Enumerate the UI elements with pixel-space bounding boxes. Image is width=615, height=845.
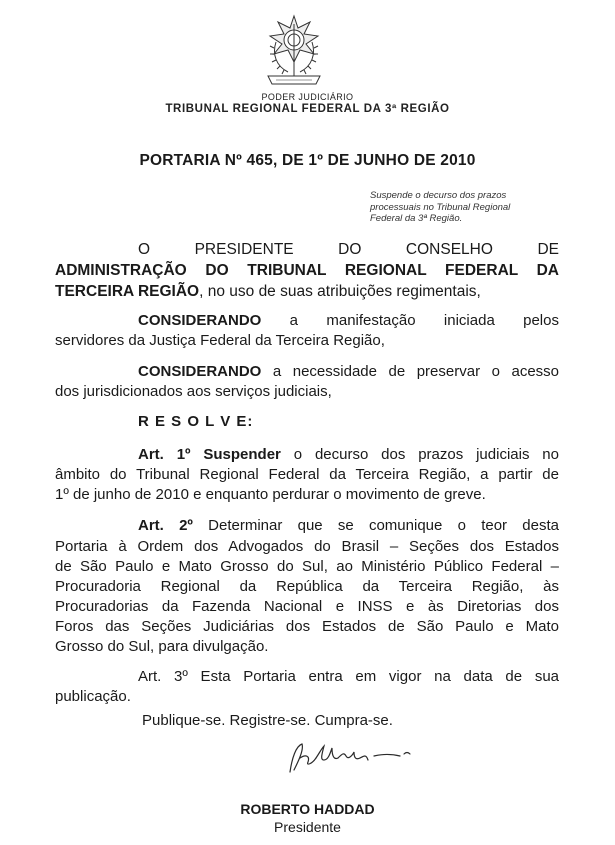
art1-line-1	[138, 445, 559, 465]
signatory-role: Presidente	[274, 819, 341, 835]
opening-word: DO	[338, 241, 362, 258]
opening-line-2: ADMINISTRAÇÃO DO TRIBUNAL REGIONAL FEDERAL DA	[55, 262, 559, 279]
art1-line-3: 1º de junho de 2010 e enquanto perdurar o movimento de greve.	[55, 486, 486, 503]
resolve-heading: R E S O L V E:	[138, 413, 254, 430]
art2-line: Foros das Seções Judiciárias dos Estados de São Paulo e Mato	[55, 618, 559, 635]
art2-last-line: Grosso do Sul, para divulgação.	[55, 638, 269, 655]
considerando-2-line-1	[138, 362, 559, 382]
considerando-text: a manifestação iniciada pelos	[261, 312, 559, 329]
ementa-line: processuais no Tribunal Regional	[370, 201, 511, 213]
considerando-keyword: CONSIDERANDO	[138, 312, 262, 329]
signatory-name: ROBERTO HADDAD	[240, 801, 375, 817]
considerando-1-line-2: servidores da Justiça Federal da Terceira Região,	[55, 332, 385, 349]
ementa	[370, 190, 560, 225]
opening-word: O	[138, 241, 151, 258]
opening-word: CONSELHO	[405, 241, 493, 258]
org-line-1: PODER JUDICIÁRIO	[261, 92, 354, 102]
art2-line: Procuradoria Regional da República da Terceira Região, às	[55, 578, 559, 595]
art2-line: Portaria à Ordem dos Advogados do Brasil – Seções dos Estados	[55, 538, 559, 555]
art1-text: o decurso dos prazos judiciais no	[280, 446, 559, 463]
art2-line-1	[138, 516, 559, 536]
opening-word: PRESIDENTE	[194, 241, 294, 258]
art1-label: Art. 1º Suspender	[138, 446, 281, 463]
coat-of-arms-icon	[262, 14, 326, 90]
ementa-line: Federal da 3ª Região.	[370, 213, 463, 224]
art3-line-2: publicação.	[55, 688, 131, 705]
art2-line: de São Paulo e Mato Grosso do Sul, ao Ministério Público Federal –	[55, 558, 559, 575]
page-title: PORTARIA Nº 465, DE 1º DE JUNHO DE 2010	[139, 152, 476, 169]
considerando-keyword: CONSIDERANDO	[138, 363, 262, 380]
closing-line: Publique-se. Registre-se. Cumpra-se.	[142, 712, 393, 729]
art1-line-2: âmbito do Tribunal Regional Federal da Terceira Região, a partir de	[55, 466, 559, 483]
opening-bold: TERCEIRA REGIÃO	[55, 283, 200, 300]
art2-label: Art. 2º	[138, 517, 193, 534]
ementa-line: Suspende o decurso dos prazos	[370, 190, 507, 201]
art3-line-1: Art. 3º Esta Portaria entra em vigor na data de sua	[138, 668, 559, 685]
art2-text: Determinar que se comunique o teor desta	[192, 517, 559, 534]
opening-line-1	[138, 240, 559, 260]
considerando-text: a necessidade de preservar o acesso	[261, 363, 559, 380]
opening-word: DE	[537, 241, 559, 258]
considerando-1-line-1	[138, 311, 559, 331]
handwritten-signature	[282, 738, 432, 778]
art2-line: Procuradorias da Fazenda Nacional e INSS e às Diretorias dos	[55, 598, 559, 615]
opening-rest: , no uso de suas atribuições regimentais,	[199, 283, 481, 300]
opening-line-3	[55, 282, 559, 302]
org-line-2: TRIBUNAL REGIONAL FEDERAL DA 3ª REGIÃO	[165, 103, 450, 115]
considerando-2-line-2: dos jurisdicionados aos serviços judiciais,	[55, 383, 332, 400]
